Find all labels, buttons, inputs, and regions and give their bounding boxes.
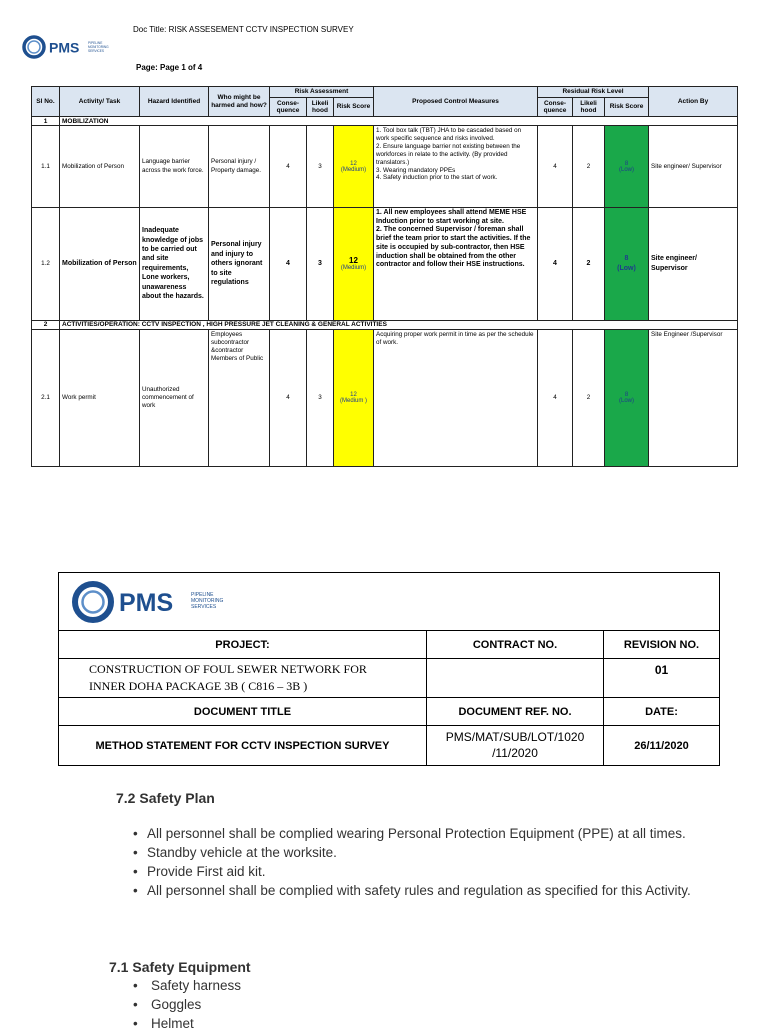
list-item: • All personnel shall be complied wearing Personal Protection Equipment (PPE) at all times. [133,824,693,843]
activity-cell: Mobilization of Person [60,207,140,320]
table-row [32,207,738,320]
res-score-cell: 8 (Low) [605,126,649,208]
res-score-cell: 8 (Low) [605,329,649,466]
safety-equipment-list [133,976,533,1033]
table-row [32,126,738,208]
svg-text:PIPELINE: PIPELINE [191,592,214,598]
res-consequence-cell: 4 [538,126,573,208]
logo-text: PMS [49,39,80,56]
header-sl-no: Sl No. [32,87,60,117]
risk-assessment-table [31,86,738,467]
list-item: • Provide First aid kit. [133,862,693,881]
activity-cell: Work permit [60,329,140,466]
likelihood-cell: 3 [307,207,334,320]
res-consequence-cell: 4 [538,207,573,320]
hazard-cell: Unauthorized commencement of work [140,329,209,466]
section-number: 2 [32,320,60,329]
res-score-cell: 8 (Low) [605,207,649,320]
list-item: • Safety harness [133,976,533,995]
res-likelihood-cell: 2 [573,207,605,320]
action-by-cell: Site Engineer /Supervisor [649,329,738,466]
header-consequence: Conse-quence [270,98,307,117]
project-label: PROJECT: [59,631,427,659]
row-number: 2.1 [32,329,60,466]
res-consequence-cell: 4 [538,329,573,466]
risk-score-cell: 12 (Medium ) [334,329,374,466]
document-ref-value: PMS/MAT/SUB/LOT/1020 /11/2020 [427,726,604,766]
document-title-label: DOCUMENT TITLE [59,698,427,726]
control-measures-cell: Acquiring proper work permit in time as per the schedule of work. [374,329,538,466]
header-residual-risk: Residual Risk Level [538,87,649,98]
header-hazard: Hazard Identified [140,87,209,117]
document-ref-label: DOCUMENT REF. NO. [427,698,604,726]
doc-title: Doc Title: RISK ASSESEMENT CCTV INSPECTION SURVEY [133,25,354,34]
document-title-value: METHOD STATEMENT FOR CCTV INSPECTION SURVEY [59,726,427,766]
risk-score-cell: 12 (Medium) [334,126,374,208]
contract-label: CONTRACT NO. [427,631,604,659]
document-header-box [58,572,720,766]
contract-value [427,659,604,698]
header-grid [59,631,719,766]
svg-text:MONITORING: MONITORING [191,598,224,604]
action-by-cell: Site engineer/ Supervisor [649,207,738,320]
header-logo-row [59,573,719,631]
section-title: ACTIVITIES/OPERATION: CCTV INSPECTION , HIGH PRESSURE JET CLEANING & GENERAL ACTIVITIES [60,320,738,329]
list-item: • Goggles [133,995,533,1014]
row-number: 1.1 [32,126,60,208]
header-who: Who might be harmed and how? [209,87,270,117]
who-cell: Personal injury and injury to others ignorant to site regulations [209,207,270,320]
header-action-by: Action By [649,87,738,117]
header-risk-assessment: Risk Assessment [270,87,374,98]
consequence-cell: 4 [270,126,307,208]
section-title: MOBILIZATION [60,117,738,126]
project-name: CONSTRUCTION OF FOUL SEWER NETWORK FOR INNER DOHA PACKAGE 3B ( C816 – 3B ) [59,659,427,698]
header-control-measures: Proposed Control Measures [374,87,538,117]
consequence-cell: 4 [270,207,307,320]
control-measures-cell: 1. Tool box talk (TBT) JHA to be cascaded based on work specific sequence and risks involved. 2. Ensure language barrier not existing between the workforces in relate to the activity. (By provided translators.) 3. Wearing mandatory PPEs 4. Safety induction prior to the start of work. [374,126,538,208]
pms-logo [22,33,132,61]
svg-text:SERVICES: SERVICES [88,49,105,53]
svg-text:PIPELINE: PIPELINE [88,41,103,45]
who-cell: Employees subcontractor &contractor Members of Public [209,329,270,466]
revision-label: REVISION NO. [604,631,719,659]
action-by-cell: Site engineer/ Supervisor [649,126,738,208]
risk-score-cell: 12 (Medium) [334,207,374,320]
list-item: • All personnel shall be complied with safety rules and regulation as specified for this Activity. [133,881,693,900]
res-likelihood-cell: 2 [573,126,605,208]
header-likelihood: Likeli hood [307,98,334,117]
header-activity: Activity/ Task [60,87,140,117]
control-measures-cell: 1. All new employees shall attend MEME HSE Induction prior to start working at site. 2. The concerned Supervisor / foreman shall brief the team prior to start the activities. If the site is occupied by sub-contractor, then HSE induction shall be obtained from the other contractor and follow their HSE instructions. [374,207,538,320]
section-row [32,320,738,329]
section-number: 1 [32,117,60,126]
activity-cell: Mobilization of Person [60,126,140,208]
list-item: • Standby vehicle at the worksite. [133,843,693,862]
revision-value: 01 [604,659,719,698]
likelihood-cell: 3 [307,329,334,466]
date-value: 26/11/2020 [634,740,689,752]
consequence-cell: 4 [270,329,307,466]
safety-plan-heading: 7.2 Safety Plan [116,790,215,806]
row-number: 1.2 [32,207,60,320]
likelihood-cell: 3 [307,126,334,208]
safety-equipment-heading: 7.1 Safety Equipment [109,959,251,975]
who-cell: Personal injury / Property damage. [209,126,270,208]
pms-logo [71,579,261,625]
res-likelihood-cell: 2 [573,329,605,466]
safety-plan-list [133,824,693,900]
logo-text: PMS [119,589,174,617]
section-row [32,117,738,126]
header-res-consequence: Conse-quence [538,98,573,117]
header-res-likelihood: Likeli hood [573,98,605,117]
page-number: Page: Page 1 of 4 [136,63,203,72]
svg-text:MONITORING: MONITORING [88,45,109,49]
header-res-risk-score: Risk Score [605,98,649,117]
svg-text:SERVICES: SERVICES [191,604,217,610]
hazard-cell: Inadequate knowledge of jobs to be carried out and site requirements, Lone workers, unawareness about the hazards. [140,207,209,320]
date-label: DATE: [604,698,719,726]
hazard-cell: Language barrier across the work force. [140,126,209,208]
table-row [32,329,738,466]
header-risk-score: Risk Score [334,98,374,117]
list-item: • Helmet [133,1014,533,1033]
